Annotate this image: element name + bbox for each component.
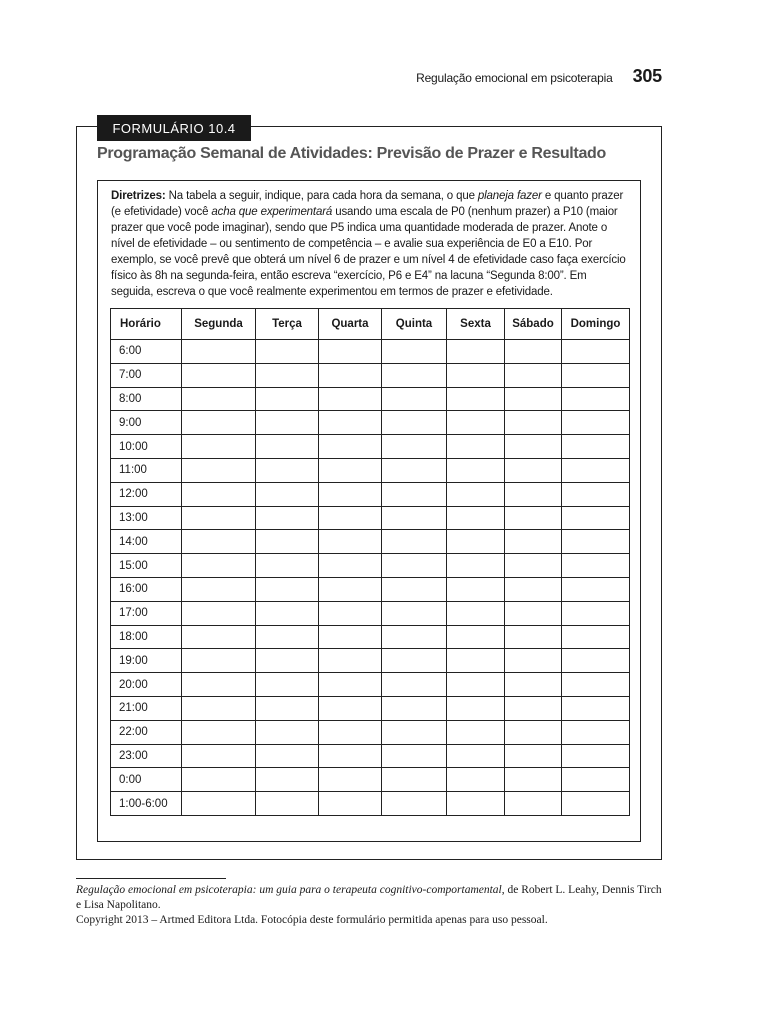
time-cell: 19:00 <box>111 649 182 673</box>
schedule-entry-cell[interactable] <box>447 792 505 816</box>
schedule-entry-cell[interactable] <box>182 792 256 816</box>
table-row <box>111 744 630 768</box>
schedule-entry-cell[interactable] <box>505 506 562 530</box>
schedule-entry-cell[interactable] <box>562 530 630 554</box>
footnote-copyright: Copyright 2013 – Artmed Editora Ltda. Fotocópia deste formulário permitida apenas para uso pessoal. <box>76 914 548 926</box>
schedule-entry-cell[interactable] <box>256 435 319 459</box>
schedule-entry-cell[interactable] <box>319 482 382 506</box>
table-row <box>111 435 630 459</box>
schedule-entry-cell[interactable] <box>562 363 630 387</box>
schedule-entry-cell[interactable] <box>319 673 382 697</box>
schedule-entry-cell[interactable] <box>256 744 319 768</box>
schedule-entry-cell[interactable] <box>382 768 447 792</box>
schedule-entry-cell[interactable] <box>256 649 319 673</box>
schedule-entry-cell[interactable] <box>505 554 562 578</box>
schedule-entry-cell[interactable] <box>447 435 505 459</box>
schedule-entry-cell[interactable] <box>505 530 562 554</box>
directives-emphasis-2: acha que experimentará <box>211 206 333 218</box>
column-header-tuesday: Terça <box>256 309 319 340</box>
schedule-entry-cell[interactable] <box>505 649 562 673</box>
schedule-entry-cell[interactable] <box>562 649 630 673</box>
schedule-entry-cell[interactable] <box>182 387 256 411</box>
schedule-entry-cell[interactable] <box>447 696 505 720</box>
schedule-entry-cell[interactable] <box>382 458 447 482</box>
schedule-entry-cell[interactable] <box>319 768 382 792</box>
schedule-entry-cell[interactable] <box>562 458 630 482</box>
time-cell: 7:00 <box>111 363 182 387</box>
time-cell: 8:00 <box>111 387 182 411</box>
time-cell: 13:00 <box>111 506 182 530</box>
schedule-entry-cell[interactable] <box>319 435 382 459</box>
schedule-entry-cell[interactable] <box>382 696 447 720</box>
table-row <box>111 649 630 673</box>
schedule-entry-cell[interactable] <box>319 363 382 387</box>
schedule-entry-cell[interactable] <box>256 387 319 411</box>
schedule-entry-cell[interactable] <box>182 435 256 459</box>
schedule-entry-cell[interactable] <box>319 411 382 435</box>
schedule-entry-cell[interactable] <box>505 340 562 364</box>
schedule-entry-cell[interactable] <box>256 696 319 720</box>
schedule-entry-cell[interactable] <box>382 363 447 387</box>
schedule-entry-cell[interactable] <box>505 720 562 744</box>
time-cell: 14:00 <box>111 530 182 554</box>
schedule-entry-cell[interactable] <box>562 744 630 768</box>
schedule-entry-cell[interactable] <box>256 792 319 816</box>
form-tab: FORMULÁRIO 10.4 <box>97 115 251 141</box>
time-cell: 0:00 <box>111 768 182 792</box>
schedule-entry-cell[interactable] <box>562 577 630 601</box>
schedule-entry-cell[interactable] <box>256 673 319 697</box>
schedule-entry-cell[interactable] <box>447 554 505 578</box>
schedule-entry-cell[interactable] <box>319 649 382 673</box>
schedule-entry-cell[interactable] <box>505 768 562 792</box>
schedule-entry-cell[interactable] <box>382 482 447 506</box>
time-cell: 6:00 <box>111 340 182 364</box>
schedule-entry-cell[interactable] <box>382 744 447 768</box>
schedule-entry-cell[interactable] <box>505 577 562 601</box>
schedule-entry-cell[interactable] <box>182 411 256 435</box>
directives-part3: usando uma escala de P0 (nenhum prazer) a P10 (maior prazer que você pode imaginar), sendo que P5 indica uma quantidade moderada de prazer. Anote o nível de efetividade – ou sentimento de competência – e avalie sua experiência de E0 a E10. Por exemplo, se você prevê que obterá um nível 6 de prazer e um nível 4 de efetividade caso faça exercício físico às 8h na segunda-feira, então escreva “exercício, P6 e E4” na lacuna “Segunda 8:00”. Em seguida, escreva o que você realmente experimentou em termos de prazer e efetividade. <box>111 206 626 298</box>
footnote-authors: , de Robert L. Leahy, Dennis Tirch e Lisa Napolitano. <box>76 884 662 911</box>
form-title: Programação Semanal de Atividades: Previsão de Prazer e Resultado <box>97 145 607 162</box>
schedule-entry-cell[interactable] <box>382 625 447 649</box>
weekly-schedule-table <box>110 308 630 816</box>
time-cell: 15:00 <box>111 554 182 578</box>
time-cell: 11:00 <box>111 458 182 482</box>
schedule-entry-cell[interactable] <box>505 411 562 435</box>
schedule-entry-cell[interactable] <box>256 530 319 554</box>
schedule-entry-cell[interactable] <box>256 554 319 578</box>
time-cell: 20:00 <box>111 673 182 697</box>
schedule-entry-cell[interactable] <box>256 458 319 482</box>
schedule-entry-cell[interactable] <box>182 601 256 625</box>
schedule-entry-cell[interactable] <box>256 411 319 435</box>
schedule-entry-cell[interactable] <box>319 506 382 530</box>
schedule-entry-cell[interactable] <box>447 768 505 792</box>
schedule-entry-cell[interactable] <box>505 792 562 816</box>
column-header-sunday: Domingo <box>562 309 630 340</box>
schedule-entry-cell[interactable] <box>382 340 447 364</box>
schedule-entry-cell[interactable] <box>319 458 382 482</box>
table-body <box>111 340 630 816</box>
schedule-entry-cell[interactable] <box>562 435 630 459</box>
table-row <box>111 696 630 720</box>
schedule-entry-cell[interactable] <box>562 387 630 411</box>
time-cell: 10:00 <box>111 435 182 459</box>
schedule-entry-cell[interactable] <box>447 506 505 530</box>
schedule-entry-cell[interactable] <box>182 696 256 720</box>
schedule-entry-cell[interactable] <box>182 506 256 530</box>
schedule-entry-cell[interactable] <box>382 435 447 459</box>
schedule-entry-cell[interactable] <box>382 649 447 673</box>
schedule-entry-cell[interactable] <box>505 673 562 697</box>
schedule-entry-cell[interactable] <box>256 506 319 530</box>
page-number: 305 <box>632 66 662 86</box>
schedule-entry-cell[interactable] <box>382 601 447 625</box>
table-row <box>111 577 630 601</box>
schedule-entry-cell[interactable] <box>562 673 630 697</box>
table-row <box>111 458 630 482</box>
schedule-entry-cell[interactable] <box>382 506 447 530</box>
directives-part2: e quanto prazer (e efetividade) você <box>111 190 624 218</box>
schedule-entry-cell[interactable] <box>562 720 630 744</box>
directives-text <box>111 188 631 300</box>
schedule-entry-cell[interactable] <box>447 387 505 411</box>
table-row <box>111 720 630 744</box>
schedule-entry-cell[interactable] <box>505 744 562 768</box>
schedule-entry-cell[interactable] <box>182 673 256 697</box>
table-row <box>111 530 630 554</box>
directives-part1: Na tabela a seguir, indique, para cada hora da semana, o que <box>165 190 478 202</box>
schedule-entry-cell[interactable] <box>319 554 382 578</box>
footnote-rule <box>76 878 226 879</box>
schedule-entry-cell[interactable] <box>182 744 256 768</box>
schedule-entry-cell[interactable] <box>319 792 382 816</box>
schedule-entry-cell[interactable] <box>256 577 319 601</box>
schedule-entry-cell[interactable] <box>505 458 562 482</box>
schedule-entry-cell[interactable] <box>319 696 382 720</box>
time-cell: 1:00-6:00 <box>111 792 182 816</box>
schedule-entry-cell[interactable] <box>447 340 505 364</box>
schedule-entry-cell[interactable] <box>256 768 319 792</box>
schedule-entry-cell[interactable] <box>562 768 630 792</box>
schedule-entry-cell[interactable] <box>256 363 319 387</box>
time-cell: 17:00 <box>111 601 182 625</box>
schedule-entry-cell[interactable] <box>447 673 505 697</box>
time-cell: 21:00 <box>111 696 182 720</box>
schedule-entry-cell[interactable] <box>382 530 447 554</box>
schedule-entry-cell[interactable] <box>319 601 382 625</box>
schedule-entry-cell[interactable] <box>562 601 630 625</box>
schedule-entry-cell[interactable] <box>562 482 630 506</box>
schedule-entry-cell[interactable] <box>447 577 505 601</box>
footnote-book-title: Regulação emocional em psicoterapia: um guia para o terapeuta cognitivo-comportamental <box>76 884 502 896</box>
time-cell: 18:00 <box>111 625 182 649</box>
schedule-entry-cell[interactable] <box>319 625 382 649</box>
schedule-entry-cell[interactable] <box>256 340 319 364</box>
table-row <box>111 482 630 506</box>
column-header-time: Horário <box>111 309 182 340</box>
table-row <box>111 768 630 792</box>
schedule-entry-cell[interactable] <box>562 792 630 816</box>
column-header-saturday: Sábado <box>505 309 562 340</box>
schedule-entry-cell[interactable] <box>319 530 382 554</box>
schedule-entry-cell[interactable] <box>447 482 505 506</box>
schedule-entry-cell[interactable] <box>447 720 505 744</box>
schedule-entry-cell[interactable] <box>256 625 319 649</box>
footnote <box>76 883 666 928</box>
schedule-entry-cell[interactable] <box>505 363 562 387</box>
schedule-entry-cell[interactable] <box>319 744 382 768</box>
table-row <box>111 387 630 411</box>
column-header-thursday: Quinta <box>382 309 447 340</box>
column-header-friday: Sexta <box>447 309 505 340</box>
schedule-entry-cell[interactable] <box>562 696 630 720</box>
schedule-entry-cell[interactable] <box>256 720 319 744</box>
schedule-entry-cell[interactable] <box>256 601 319 625</box>
schedule-entry-cell[interactable] <box>319 577 382 601</box>
schedule-entry-cell[interactable] <box>562 506 630 530</box>
schedule-entry-cell[interactable] <box>447 601 505 625</box>
schedule-entry-cell[interactable] <box>447 744 505 768</box>
time-cell: 9:00 <box>111 411 182 435</box>
column-header-wednesday: Quarta <box>319 309 382 340</box>
schedule-entry-cell[interactable] <box>505 435 562 459</box>
schedule-entry-cell[interactable] <box>182 340 256 364</box>
table-row <box>111 340 630 364</box>
schedule-entry-cell[interactable] <box>447 458 505 482</box>
schedule-entry-cell[interactable] <box>505 387 562 411</box>
schedule-entry-cell[interactable] <box>182 363 256 387</box>
time-cell: 12:00 <box>111 482 182 506</box>
schedule-entry-cell[interactable] <box>382 673 447 697</box>
column-header-monday: Segunda <box>182 309 256 340</box>
table-row <box>111 506 630 530</box>
schedule-entry-cell[interactable] <box>182 649 256 673</box>
table-row <box>111 673 630 697</box>
schedule-entry-cell[interactable] <box>182 554 256 578</box>
table-row <box>111 625 630 649</box>
schedule-entry-cell[interactable] <box>319 720 382 744</box>
schedule-entry-cell[interactable] <box>382 387 447 411</box>
schedule-entry-cell[interactable] <box>382 720 447 744</box>
schedule-entry-cell[interactable] <box>447 530 505 554</box>
directives-emphasis-1: planeja fazer <box>477 190 542 202</box>
schedule-entry-cell[interactable] <box>182 577 256 601</box>
table-header-row <box>111 309 630 340</box>
schedule-entry-cell[interactable] <box>447 625 505 649</box>
schedule-entry-cell[interactable] <box>505 482 562 506</box>
schedule-entry-cell[interactable] <box>182 530 256 554</box>
schedule-entry-cell[interactable] <box>505 696 562 720</box>
running-title: Regulação emocional em psicoterapia <box>416 71 613 85</box>
schedule-entry-cell[interactable] <box>562 625 630 649</box>
schedule-entry-cell[interactable] <box>382 577 447 601</box>
schedule-entry-cell[interactable] <box>505 625 562 649</box>
schedule-entry-cell[interactable] <box>182 458 256 482</box>
schedule-entry-cell[interactable] <box>562 554 630 578</box>
time-cell: 23:00 <box>111 744 182 768</box>
schedule-entry-cell[interactable] <box>182 720 256 744</box>
schedule-entry-cell[interactable] <box>505 601 562 625</box>
schedule-entry-cell[interactable] <box>382 411 447 435</box>
schedule-entry-cell[interactable] <box>319 340 382 364</box>
table-row <box>111 792 630 816</box>
schedule-entry-cell[interactable] <box>382 792 447 816</box>
directives-label: Diretrizes: <box>111 190 166 202</box>
schedule-entry-cell[interactable] <box>447 411 505 435</box>
time-cell: 22:00 <box>111 720 182 744</box>
running-header <box>0 66 662 87</box>
schedule-entry-cell[interactable] <box>562 411 630 435</box>
table-row <box>111 601 630 625</box>
schedule-entry-cell[interactable] <box>447 363 505 387</box>
schedule-entry-cell[interactable] <box>182 482 256 506</box>
table-row <box>111 554 630 578</box>
schedule-entry-cell[interactable] <box>319 387 382 411</box>
schedule-entry-cell[interactable] <box>562 340 630 364</box>
schedule-entry-cell[interactable] <box>182 625 256 649</box>
table-row <box>111 363 630 387</box>
schedule-entry-cell[interactable] <box>256 482 319 506</box>
table-row <box>111 411 630 435</box>
time-cell: 16:00 <box>111 577 182 601</box>
schedule-entry-cell[interactable] <box>182 768 256 792</box>
schedule-entry-cell[interactable] <box>447 649 505 673</box>
schedule-entry-cell[interactable] <box>382 554 447 578</box>
